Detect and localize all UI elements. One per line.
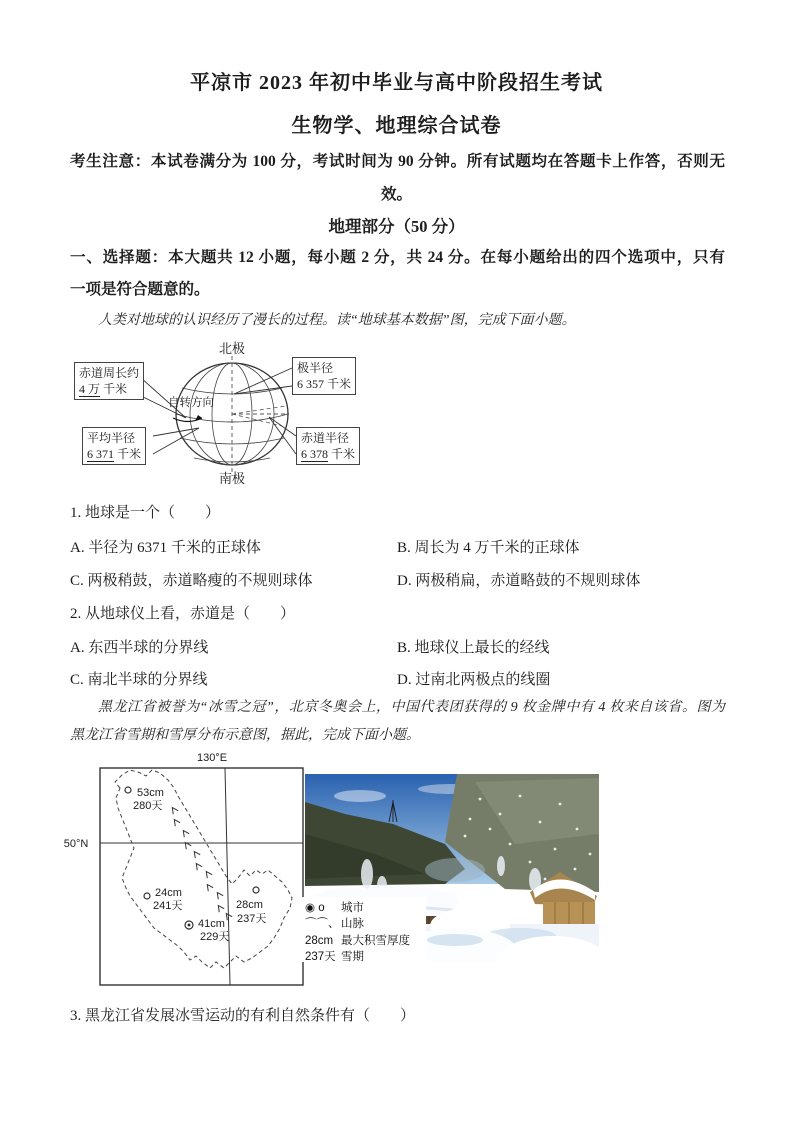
q1-option-c: C. 两极稍鼓，赤道略瘦的不规则球体 <box>70 573 313 589</box>
candidate-notice-line2: 效。 <box>380 186 412 203</box>
svg-text:24cm: 24cm <box>155 887 182 899</box>
rotation-direction-label: 自转方向 <box>168 397 214 409</box>
callout-equator-circumference: 赤道周长约 4 万 千米 <box>74 362 144 400</box>
question-3-stem: 3. 黑龙江省发展冰雪运动的有利自然条件有（ ） <box>70 1008 416 1024</box>
passage-heilongjiang-line1: 黑龙江省被誉为“冰雪之冠”，北京冬奥会上，中国代表团获得的 9 枚金牌中有 4 枚来自该省。图为 <box>98 700 725 715</box>
earth-data-figure <box>70 336 400 488</box>
mountain-marker-icon: ⌒⌒、 <box>305 918 340 931</box>
station-west <box>144 887 182 912</box>
snow-period-sample: 237天 <box>305 950 336 963</box>
svg-text:28cm: 28cm <box>236 899 263 911</box>
north-pole-label: 北极 <box>218 341 246 356</box>
q1-option-d: D. 两极稍扁，赤道略鼓的不规则球体 <box>397 573 641 589</box>
map-legend <box>300 897 426 962</box>
south-pole-label: 南极 <box>218 471 246 486</box>
candidate-notice-line1: 考生注意：本试卷满分为 100 分，考试时间为 90 分钟。所有试题均在答题卡上作答，否则无 <box>70 153 725 170</box>
station-circle-icon <box>144 893 150 899</box>
question-1-options-cd <box>70 569 725 590</box>
map-frame <box>100 768 303 985</box>
question-1-options-ab <box>70 536 725 557</box>
q2-option-a: A. 东西半球的分界线 <box>70 640 209 656</box>
callout-mean-radius: 平均半径 6 371 千米 <box>82 427 146 465</box>
q1-option-b: B. 周长为 4 万千米的正球体 <box>397 540 580 556</box>
callout-polar-radius: 极半径 6 357 千米 <box>292 357 356 395</box>
legend-snow-depth: 28cm 最大积雪厚度 <box>305 933 421 949</box>
svg-text:53cm: 53cm <box>137 787 164 799</box>
question-2-options-ab <box>70 636 725 657</box>
heilongjiang-snow-map <box>60 748 310 990</box>
question-2-options-cd <box>70 668 725 689</box>
q2-option-d: D. 过南北两极点的线圈 <box>397 672 551 688</box>
svg-text:237天: 237天 <box>237 913 267 925</box>
station-harbin <box>185 918 229 943</box>
section-instructions-line1: 一、选择题：本大题共 12 小题，每小题 2 分，共 24 分。在每小题给出的四个选项中，只有 <box>70 249 725 266</box>
section-instructions-line2: 一项是符合题意的。 <box>70 281 210 298</box>
question-2-stem: 2. 从地球仪上看，赤道是（ ） <box>70 606 296 622</box>
svg-text:229天: 229天 <box>200 931 230 943</box>
q2-option-b: B. 地球仪上最长的经线 <box>397 640 550 656</box>
station-east <box>236 887 266 925</box>
question-1-stem: 1. 地球是一个（ ） <box>70 505 221 521</box>
callout-equatorial-radius: 赤道半径 6 378 千米 <box>296 427 360 465</box>
station-circle-icon <box>253 887 259 893</box>
longitude-label: 130°E <box>196 752 228 764</box>
q1-option-a: A. 半径为 6371 千米的正球体 <box>70 540 261 556</box>
page-title: 平凉市 2023 年初中毕业与高中阶段招生考试 <box>190 72 603 94</box>
svg-text:280天: 280天 <box>133 800 163 812</box>
page-subtitle: 生物学、地理综合试卷 <box>291 115 502 137</box>
station-circle-icon <box>125 787 131 793</box>
section-header-geography: 地理部分（50 分） <box>328 217 465 236</box>
passage-earth-data: 人类对地球的认识经历了漫长的过程。读“地球基本数据”图，完成下面小题。 <box>98 313 576 328</box>
legend-mountain: ⌒⌒、 山脉 <box>305 916 421 932</box>
snow-depth-sample: 28cm <box>305 934 334 947</box>
legend-city: ◉ o 城市 <box>305 900 421 916</box>
legend-snow-period: 237天 雪期 <box>305 949 421 965</box>
passage-heilongjiang-line2: 黑龙江省雪期和雪厚分布示意图，据此，完成下面小题。 <box>70 728 420 743</box>
svg-text:41cm: 41cm <box>198 918 225 930</box>
station-mohe <box>125 787 164 812</box>
svg-text:241天: 241天 <box>153 900 183 912</box>
q2-option-c: C. 南北半球的分界线 <box>70 672 208 688</box>
latitude-label: 50°N <box>63 838 89 850</box>
city-marker-icon: ◉ o <box>305 902 325 914</box>
